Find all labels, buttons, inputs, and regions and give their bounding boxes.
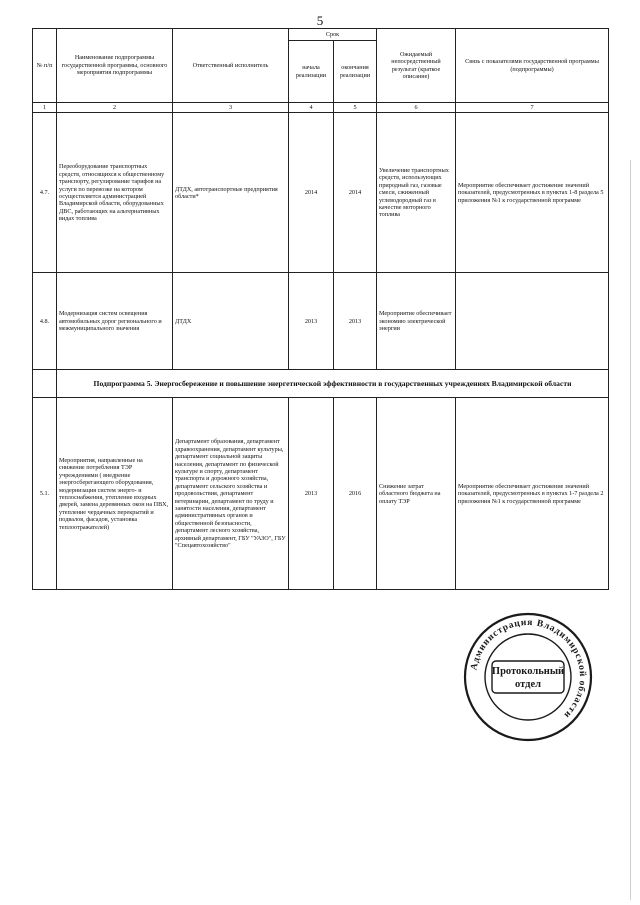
col-header-end: окончания реализации	[334, 41, 377, 103]
activity-name: Мероприятия, направленные на снижение потребления ТЭР учреждениями ( внедрение энергосберегающего оборудования, модернизация систем энерго- и теплоснабжения, утепление входных дверей, замена деревянных окон на ПВХ, утепление чердачных перекрытий и подвалов, фасадов, установка теплоотражателей)	[57, 398, 173, 590]
column-numbers-row	[33, 103, 609, 113]
col-header-term: Срок	[289, 29, 377, 41]
col-header-start: начала реализации	[289, 41, 334, 103]
column-number: 7	[456, 103, 609, 113]
stamp-center-line1: Протокольный	[491, 666, 565, 677]
column-number: 3	[173, 103, 289, 113]
column-number: 5	[334, 103, 377, 113]
scan-edge-line	[630, 160, 634, 900]
table-row	[33, 113, 609, 273]
end-year: 2013	[334, 273, 377, 370]
col-header-result: Ожидаемый непосредственный результат (краткое описание)	[377, 29, 456, 103]
column-number: 4	[289, 103, 334, 113]
start-year: 2013	[289, 273, 334, 370]
column-number: 2	[57, 103, 173, 113]
table-row	[33, 398, 609, 590]
col-header-executor: Ответственный исполнитель	[173, 29, 289, 103]
subprogram-gutter	[33, 370, 57, 398]
column-number: 1	[33, 103, 57, 113]
row-number: 5.1.	[33, 398, 57, 590]
start-year: 2014	[289, 113, 334, 273]
end-year: 2014	[334, 113, 377, 273]
col-header-no: № п/п	[33, 29, 57, 103]
stamp-inner-ring	[485, 634, 571, 720]
row-number: 4.7.	[33, 113, 57, 273]
page-number: 5	[316, 13, 324, 28]
end-year: 2016	[334, 398, 377, 590]
executor: ДТДХ, автотранспортные предприятия области*	[173, 113, 289, 273]
row-number: 4.8.	[33, 273, 57, 370]
stamp-ring-text: Администрация Владимирской области	[469, 617, 588, 721]
stamp-outer-ring	[465, 614, 591, 740]
header-row-1	[33, 29, 609, 41]
expected-result: Увеличение транспортных средств, использующих природный газ, газовые смеси, сжиженный углеводородный газ в качестве моторного топлива	[377, 113, 456, 273]
indicator-link: Мероприятие обеспечивает достижение значений показателей, предусмотренных в пунктах 1-8 раздела 5 приложения №1 к государственной программе	[456, 113, 609, 273]
activity-name: Модернизация систем освещения автомобильных дорог регионального и межмуниципального значения	[57, 273, 173, 370]
indicator-link	[456, 273, 609, 370]
start-year: 2013	[289, 398, 334, 590]
indicator-link: Мероприятие обеспечивает достижение значений показателей, предусмотренных в пунктах 1-7 раздела 2 приложения №1 к государственной программе	[456, 398, 609, 590]
table-row	[33, 273, 609, 370]
col-header-name: Наименование подпрограммы государственной программы, основного мероприятия подпрограммы	[57, 29, 173, 103]
executor: Департамент образования, департамент здравоохранения, департамент культуры, департамент социальной защиты населения, департамент по физической культуре и спорту, департамент транспорта и дорожного хозяйства, департамент сельского хозяйства и продовольствия, департамент ветеринарии, департамент по труду и занятости населения, департамент административных органов и общественной безопасности, департамент лесного хозяйства, архивный департамент, ГБУ "УАЗО", ГБУ "Спецавтохозяйство"	[173, 398, 289, 590]
subprogram-row	[33, 370, 609, 398]
activity-name: Переоборудование транспортных средств, относящихся к общественному транспорту, регулирование тарифов на услуги по перевозке на котором осуществляется администрацией Владимирской области, оборудованных ДВС, работающих на альтернативных видах топлива	[57, 113, 173, 273]
col-header-link: Связь с показателями государственной программы (подпрограммы)	[456, 29, 609, 103]
column-number: 6	[377, 103, 456, 113]
expected-result: Мероприятие обеспечивает экономию электрической энергии	[377, 273, 456, 370]
executor: ДТДХ	[173, 273, 289, 370]
expected-result: Снижение затрат областного бюджета на оплату ТЭР	[377, 398, 456, 590]
activities-table	[32, 28, 609, 590]
official-stamp	[462, 611, 594, 743]
subprogram-title: Подпрограмма 5. Энергосбережение и повышение энергетической эффективности в государственных учреждениях Владимирской области	[57, 370, 609, 398]
stamp-center-line2: отдел	[515, 679, 541, 690]
